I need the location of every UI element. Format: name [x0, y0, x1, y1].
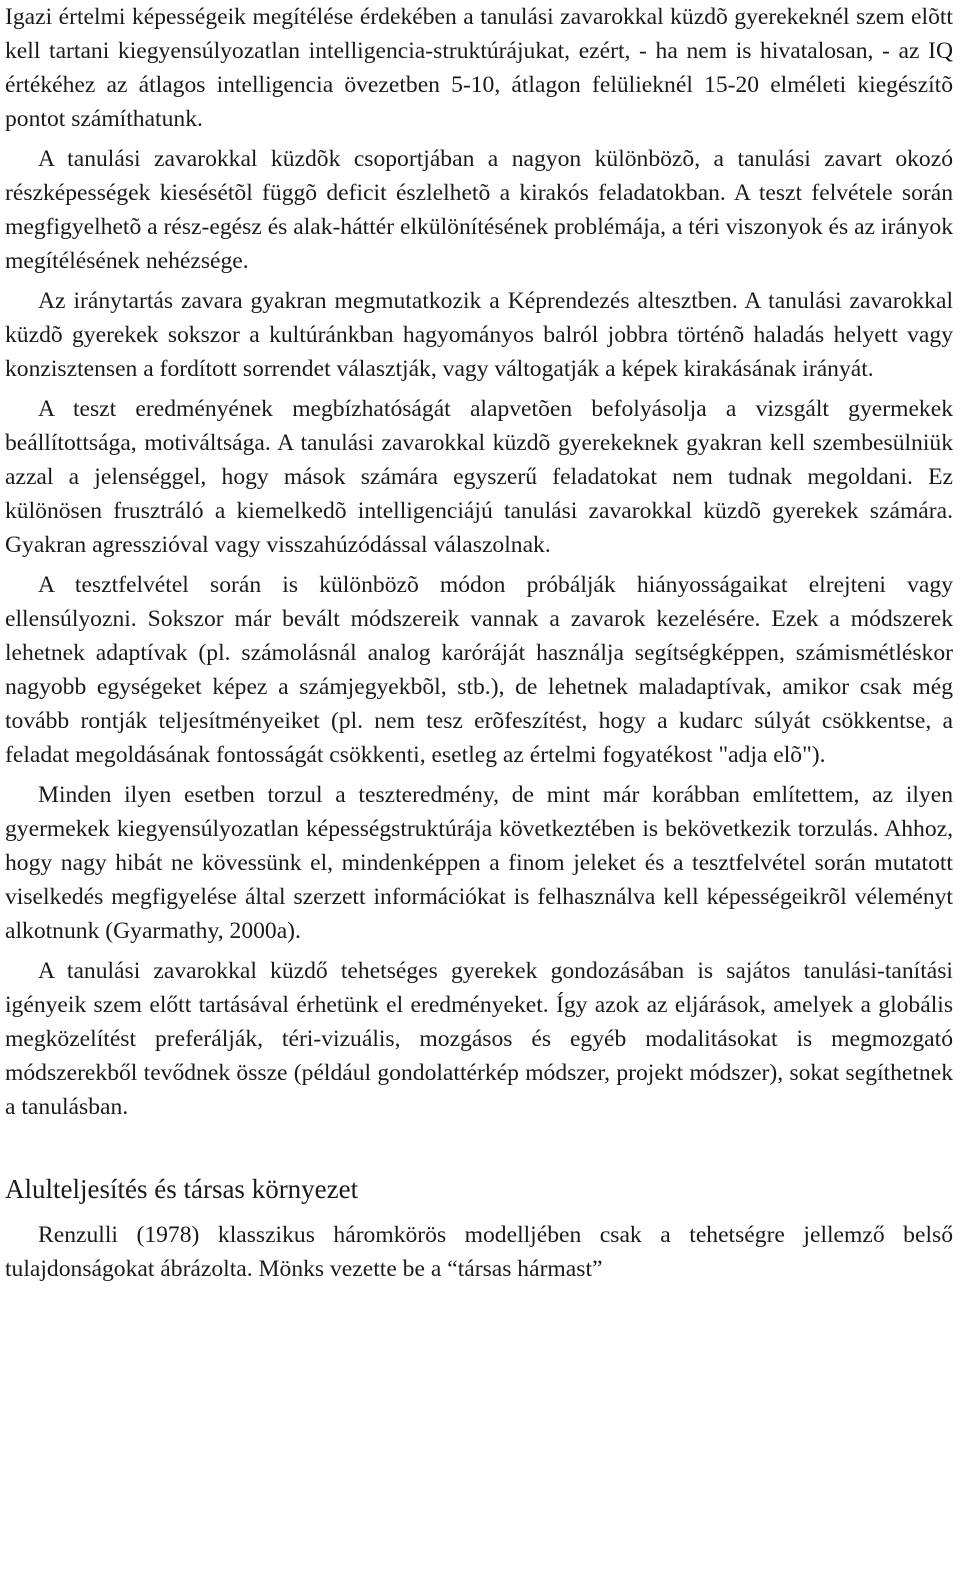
paragraph-iq-correction: Igazi értelmi képességeik megítélése érdekében a tanulási zavarokkal küzdõ gyerekeknél szem elõtt kell tartani kiegyensúlyozatlan intelligencia-struktúrájukat, ezért, - ha nem is hivatalosan, - az IQ értékéhez az átlagos intelligencia övezetben 5-10, átlagon felülieknél 15-20 elméleti kiegészítõ pontot számíthatunk.: [5, 4, 953, 132]
paragraph-teaching-methods: A tanulási zavarokkal küzdő tehetséges gyerekek gondozásában is sajátos tanulási-tanítási igényeik szem előtt tartásával érhetünk el eredményeket. Így azok az eljárások, amelyek a globális megközelítést preferálják, téri-vizuális, mozgásos és egyéb modalitásokat is megmozgató módszerekből tevődnek össze (például gondolattérkép módszer, projekt módszer), sokat segíthetnek a tanulásban.: [5, 958, 953, 1120]
section-heading: Alulteljesítés és társas környezet: [5, 1174, 359, 1204]
paragraph-motivation: A teszt eredményének megbízhatóságát alapvetõen befolyásolja a vizsgált gyermekek beállítottsága, motiváltsága. A tanulási zavarokkal küzdõ gyerekeknek gyakran kell szembesülniük azzal a jelenséggel, hogy mások számára egyszerű feladatokat nem tudnak megoldani. Ez különösen frusztráló a kiemelkedõ intelligenciájú tanulási zavarokkal küzdõ gyerekek számára. Gyakran agresszióval vagy visszahúzódással válaszolnak.: [5, 396, 953, 558]
paragraph-compensation-methods: A tesztfelvétel során is különbözõ módon próbálják hiányosságaikat elrejteni vagy ellensúlyozni. Sokszor már bevált módszereik vannak a zavarok kezelésére. Ezek a módszerek lehetnek adaptívak (pl. számolásnál analog karóráját használja segítségképpen, számismétléskor nagyobb egységeket képez a számjegyekbõl, stb.), de lehetnek maladaptívak, amikor csak még tovább rontják teljesítményeiket (pl. nem tesz erõfeszítést, hogy a kudarc súlyát csökkentse, a feladat megoldásának fontosságát csökkenti, esetleg az értelmi fogyatékost "adja elõ").: [5, 572, 953, 768]
document-page: [5, 0, 953, 1286]
paragraph-puzzle-deficits: A tanulási zavarokkal küzdõk csoportjában a nagyon különbözõ, a tanulási zavart okozó részképességek kiesésétõl függõ deficit észlelhetõ a kirakós feladatokban. A teszt felvétele során megfigyelhetõ a rész-egész és alak-háttér elkülönítésének problémája, a téri viszonyok és az irányok megítélésének nehézsége.: [5, 146, 953, 274]
paragraph-renzulli-model: Renzulli (1978) klasszikus háromkörös modelljében csak a tehetségre jellemző belső tulajdonságokat ábrázolta. Mönks vezette be a “társas hármast”: [5, 1222, 953, 1282]
paragraph-test-distortion: Minden ilyen esetben torzul a teszteredmény, de mint már korábban említettem, az ilyen gyermekek kiegyensúlyozatlan képességstruktúrája következtében is bekövetkezik torzulás. Ahhoz, hogy nagy hibát ne kövessünk el, mindenképpen a finom jeleket és a tesztfelvétel során mutatott viselkedés megfigyelése által szerzett információkat is felhasználva kell képességeikrõl véleményt alkotnunk (Gyarmathy, 2000a).: [5, 782, 953, 944]
paragraph-direction-disorder: Az iránytartás zavara gyakran megmutatkozik a Képrendezés altesztben. A tanulási zavarokkal küzdõ gyerekek sokszor a kultúránkban hagyományos balról jobbra történõ haladás helyett vagy konzisztensen a fordított sorrendet választják, vagy váltogatják a képek kirakásának irányát.: [5, 288, 953, 382]
